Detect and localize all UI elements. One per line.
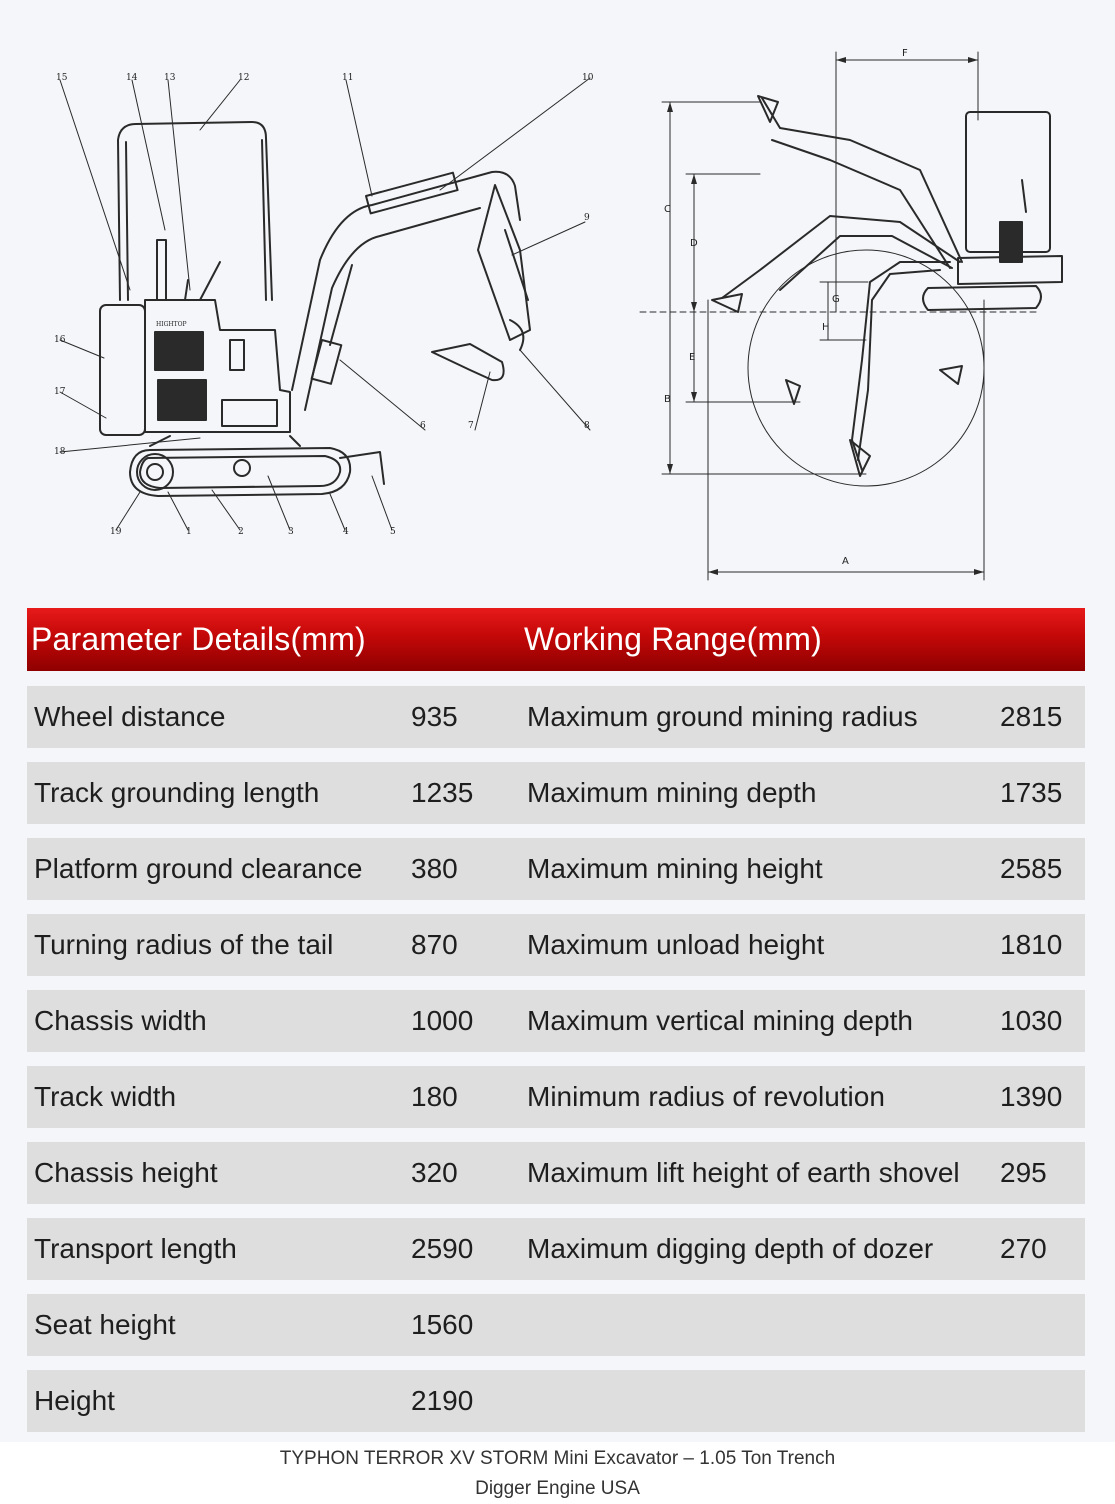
working-range-value: 1810 xyxy=(1000,929,1063,960)
working-range-label: Maximum digging depth of dozer xyxy=(527,1233,934,1264)
part-number-5: 5 xyxy=(390,527,396,537)
parameter-value: 2590 xyxy=(411,1233,474,1264)
parameter-label: Chassis width xyxy=(34,1005,207,1036)
working-range-label: Maximum mining height xyxy=(527,853,823,884)
parameter-value: 380 xyxy=(411,853,458,884)
parameter-label: Wheel distance xyxy=(34,701,226,732)
parameter-label: Transport length xyxy=(34,1233,237,1264)
parameter-value: 1235 xyxy=(411,777,474,808)
part-number-3: 3 xyxy=(288,527,294,537)
part-number-9: 9 xyxy=(584,213,590,223)
caption-line-2: Digger Engine USA xyxy=(475,1478,640,1499)
table-row xyxy=(27,838,1085,900)
part-number-11: 11 xyxy=(342,73,354,83)
parameter-label: Height xyxy=(34,1385,115,1416)
dimension-F: F xyxy=(902,48,908,59)
working-range-label: Minimum radius of revolution xyxy=(527,1081,885,1112)
working-range-label: Maximum unload height xyxy=(527,929,825,960)
part-number-15: 15 xyxy=(56,73,68,83)
parameter-label: Platform ground clearance xyxy=(34,853,363,884)
working-range-label: Maximum mining depth xyxy=(527,777,817,808)
table-row xyxy=(27,686,1085,748)
part-number-4: 4 xyxy=(343,527,349,537)
image-caption xyxy=(0,1444,1115,1504)
part-number-10: 10 xyxy=(582,73,594,83)
parameter-value: 2190 xyxy=(411,1385,474,1416)
table-row xyxy=(27,1142,1085,1204)
table-row xyxy=(27,1218,1085,1280)
part-number-2: 2 xyxy=(238,527,244,537)
parameter-label: Seat height xyxy=(34,1309,176,1340)
parameter-value: 935 xyxy=(411,701,458,732)
table-row xyxy=(27,1066,1085,1128)
parameter-value: 1560 xyxy=(411,1309,474,1340)
part-number-16: 16 xyxy=(54,335,66,345)
parameter-label: Turning radius of the tail xyxy=(34,929,334,960)
table-row xyxy=(27,1294,1085,1356)
parameter-value: 320 xyxy=(411,1157,458,1188)
working-range-heading: Working Range(mm) xyxy=(524,621,822,657)
working-range-value: 295 xyxy=(1000,1157,1047,1188)
caption-line-1: TYPHON TERROR XV STORM Mini Excavator – 1.05 Ton Trench xyxy=(279,1448,836,1469)
dimension-G: G xyxy=(832,294,840,305)
dimension-A: A xyxy=(842,556,849,567)
excavator-diagram xyxy=(0,0,1115,600)
dimension-D: D xyxy=(690,238,698,249)
working-range-label: Maximum vertical mining depth xyxy=(527,1005,913,1036)
working-range-value: 1030 xyxy=(1000,1005,1063,1036)
parameter-value: 1000 xyxy=(411,1005,474,1036)
excavator-line-drawing xyxy=(0,0,1115,600)
part-number-12: 12 xyxy=(238,73,250,83)
dimension-H: H xyxy=(822,322,830,333)
table-row xyxy=(27,990,1085,1052)
parameter-label: Chassis height xyxy=(34,1157,218,1188)
working-range-value: 1390 xyxy=(1000,1081,1063,1112)
parameter-label: Track grounding length xyxy=(34,777,320,808)
part-number-19: 19 xyxy=(110,527,122,537)
working-range-value: 270 xyxy=(1000,1233,1047,1264)
table-row xyxy=(27,1370,1085,1432)
part-number-18: 18 xyxy=(54,447,66,457)
dimension-B: B xyxy=(664,394,671,405)
dimension-E: E xyxy=(689,352,696,363)
part-number-1: 1 xyxy=(186,527,192,537)
parameter-value: 870 xyxy=(411,929,458,960)
part-number-17: 17 xyxy=(54,387,66,397)
part-number-8: 8 xyxy=(584,421,590,431)
working-range-label: Maximum lift height of earth shovel xyxy=(527,1157,960,1188)
part-number-14: 14 xyxy=(126,73,138,83)
part-number-6: 6 xyxy=(420,421,426,431)
dimension-C: C xyxy=(664,204,671,215)
table-row xyxy=(27,762,1085,824)
parameter-label: Track width xyxy=(34,1081,177,1112)
part-number-7: 7 xyxy=(468,421,474,431)
table-row xyxy=(27,914,1085,976)
working-range-label: Maximum ground mining radius xyxy=(527,701,918,732)
parameter-value: 180 xyxy=(411,1081,458,1112)
part-number-13: 13 xyxy=(164,73,176,83)
table-header xyxy=(27,608,1085,671)
parameter-details-heading: Parameter Details(mm) xyxy=(31,621,366,657)
working-range-value: 2585 xyxy=(1000,853,1063,884)
brand-plate: HIGHTOP xyxy=(156,321,187,328)
working-range-value: 2815 xyxy=(1000,701,1063,732)
working-range-value: 1735 xyxy=(1000,777,1063,808)
